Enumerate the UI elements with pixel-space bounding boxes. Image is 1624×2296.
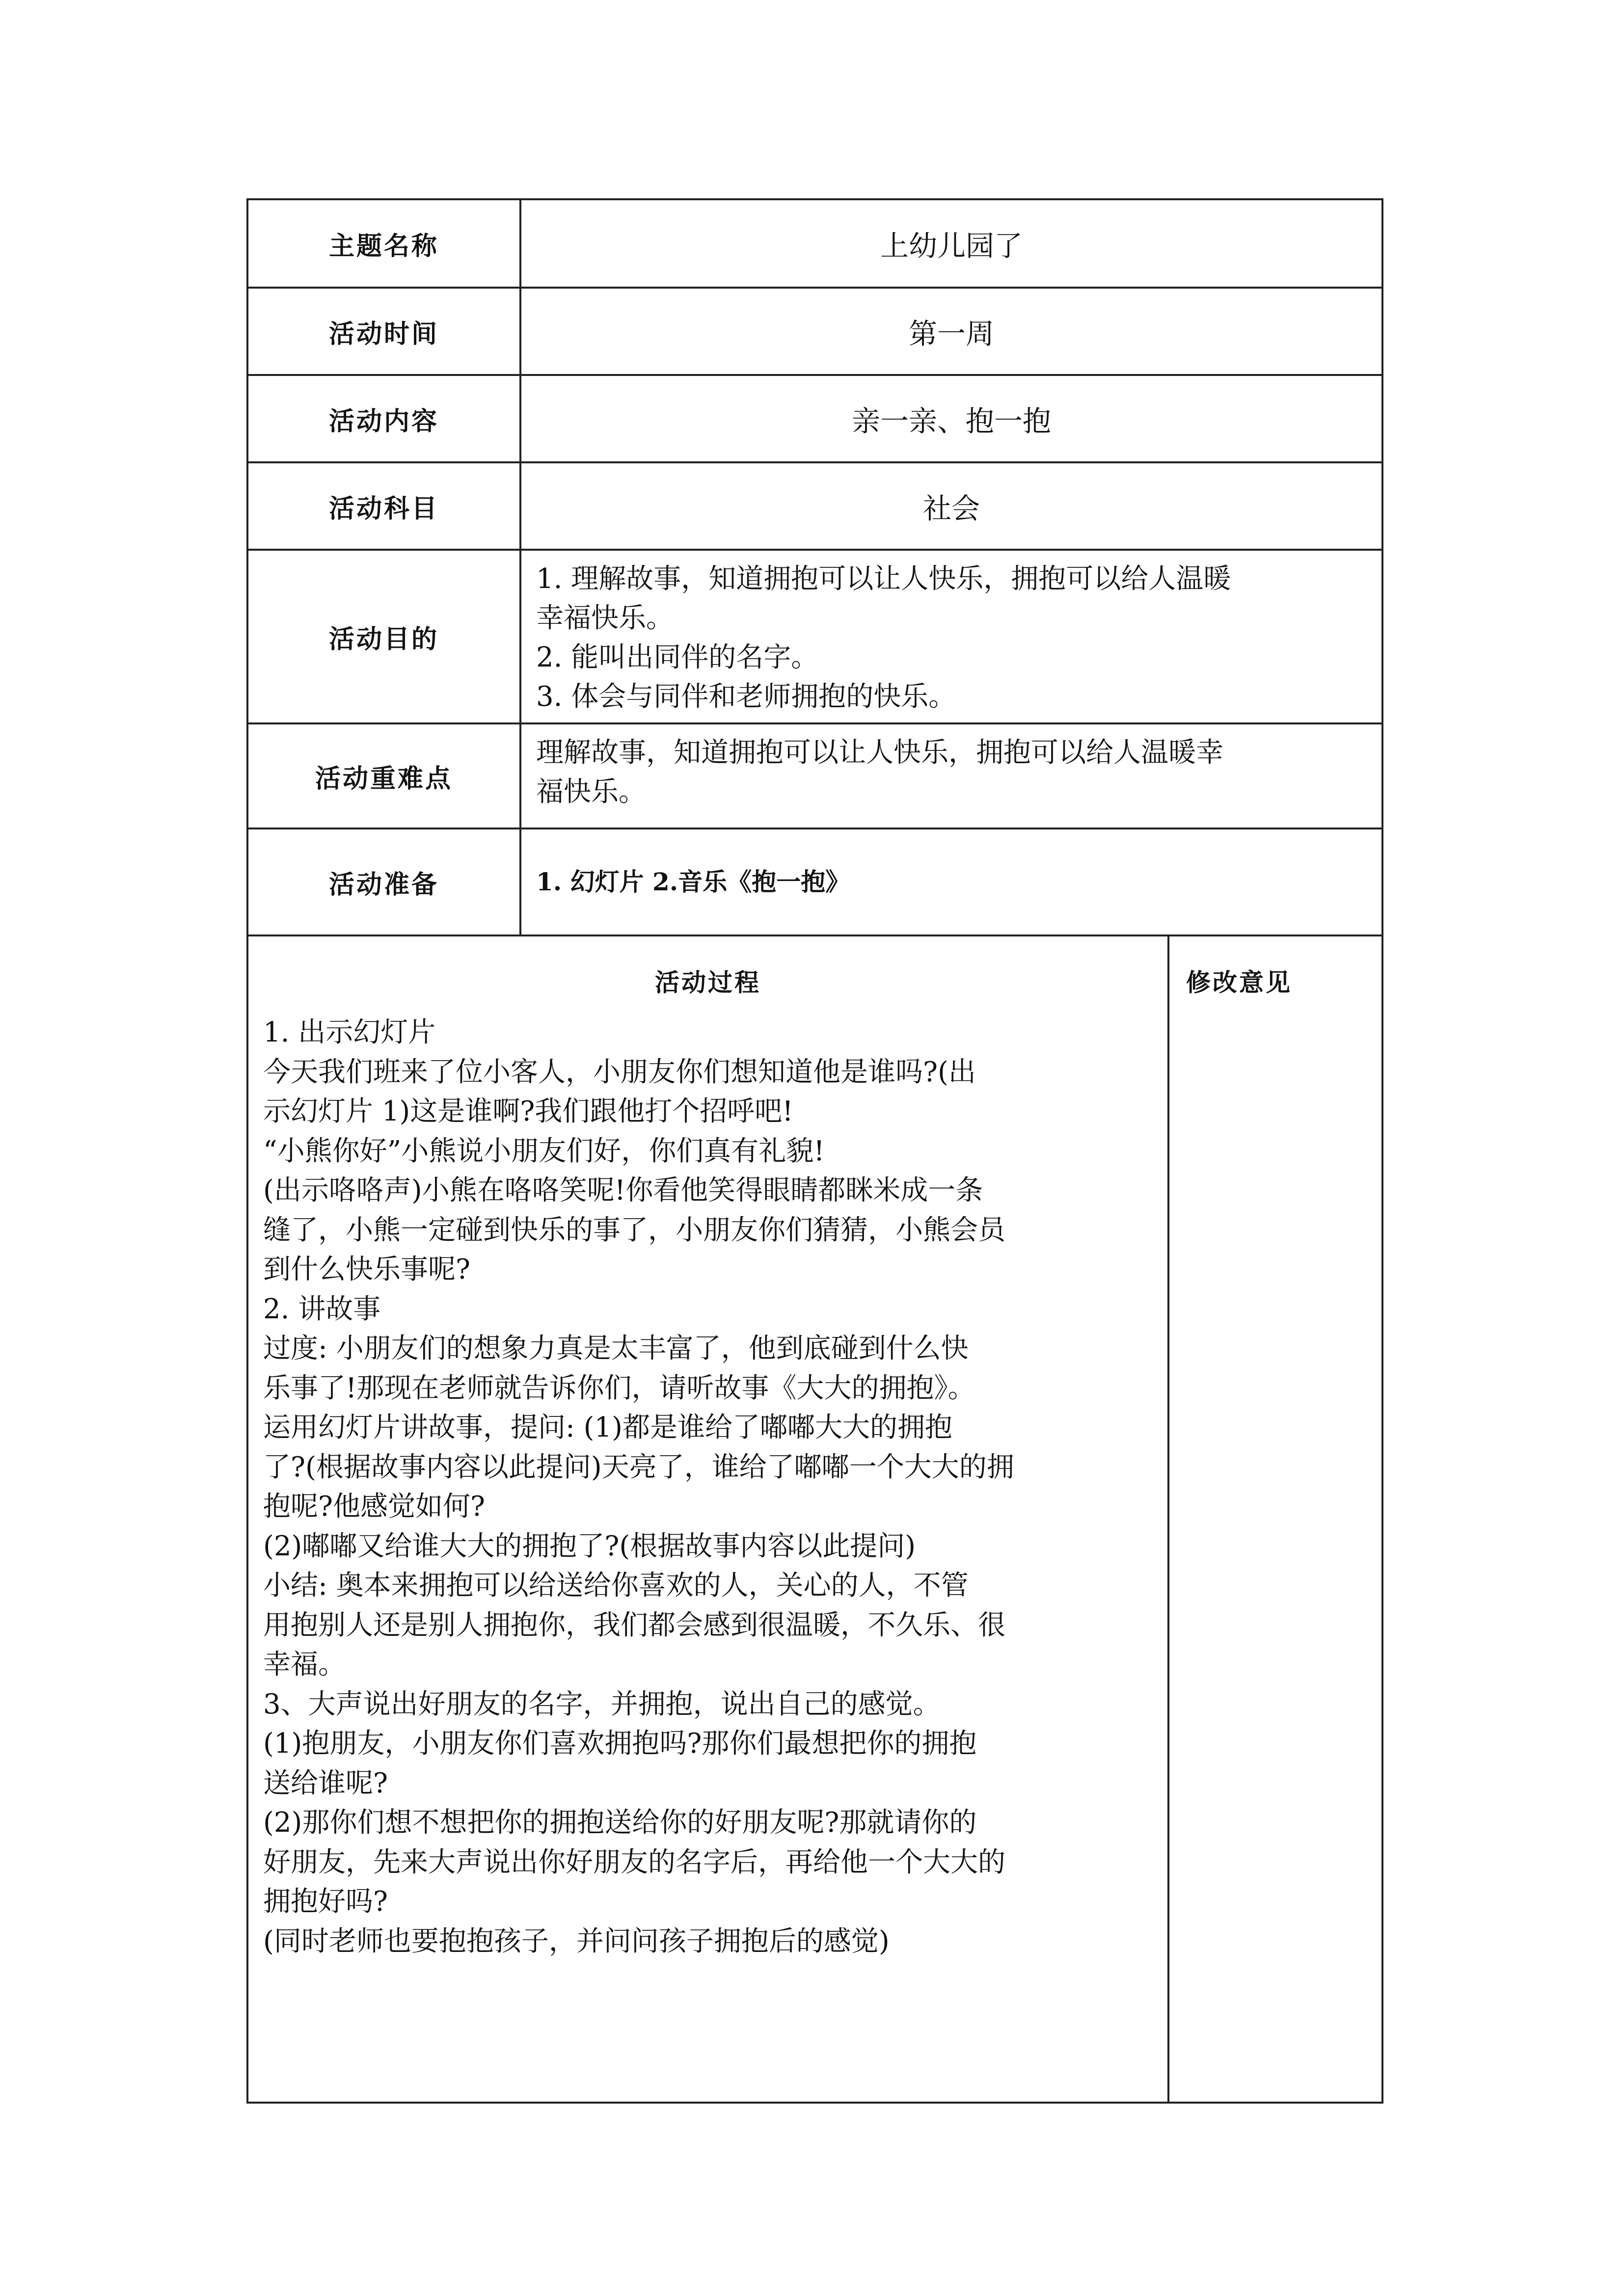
row-key-points xyxy=(248,724,1381,829)
process-line: 1. 出示幻灯片 xyxy=(263,1016,436,1048)
process-line: “小熊你好”小熊说小朋友们好，你们真有礼貌! xyxy=(263,1135,825,1167)
process-line: (1)抱朋友，小朋友你们喜欢拥抱吗?那你们最想把你的拥抱 xyxy=(263,1728,977,1760)
label-activity-time: 活动时间 xyxy=(248,289,521,374)
process-line: 过度: 小朋友们的想象力真是太丰富了，他到底碰到什么快 xyxy=(263,1333,969,1364)
value-activity-time: 第一周 xyxy=(908,317,994,350)
revision-notes-title: 修改意见 xyxy=(1186,968,1292,997)
row-activity-time xyxy=(248,289,1381,376)
preparation-text: 1. 幻灯片 2.音乐《抱一抱》 xyxy=(536,867,850,896)
process-line: 到什么快乐事呢? xyxy=(263,1254,471,1285)
process-body xyxy=(263,1013,1156,1961)
value-activity-content: 亲一亲、抱一抱 xyxy=(851,404,1051,438)
label-theme-name: 主题名称 xyxy=(248,200,521,287)
process-line: 缝了，小熊一定碰到快乐的事了，小朋友你们猜猜，小熊会员 xyxy=(263,1214,1005,1246)
row-activity-subject xyxy=(248,463,1381,551)
process-line: (同时老师也要抱抱孩子，并问问孩子拥抱后的感觉) xyxy=(263,1925,890,1957)
process-line: 运用幻灯片讲故事，提问: (1)都是谁给了嘟嘟大大的拥抱 xyxy=(263,1412,952,1443)
value-activity-subject: 社会 xyxy=(922,492,980,525)
process-line: 今天我们班来了位小客人，小朋友你们想知道他是谁吗?(出 xyxy=(263,1056,976,1088)
process-line: 好朋友，先来大声说出你好朋友的名字后，再给他一个大大的 xyxy=(263,1846,1005,1878)
process-line: 示幻灯片 1)这是谁啊?我们跟他打个招呼吧! xyxy=(263,1095,793,1127)
lesson-plan-table xyxy=(246,198,1383,2104)
process-line: (2)嘟嘟又给谁大大的拥抱了?(根据故事内容以此提问) xyxy=(263,1530,916,1562)
process-line: 送给谁呢? xyxy=(263,1767,388,1799)
revision-notes-column xyxy=(1169,936,1381,2102)
key-point-line: 理解故事，知道拥抱可以让人快乐，拥抱可以给人温暖幸 xyxy=(536,737,1223,769)
label-activity-subject: 活动科目 xyxy=(248,463,521,549)
process-column xyxy=(248,936,1169,2102)
row-activity-goals xyxy=(248,551,1381,724)
value-preparation xyxy=(521,829,1381,934)
label-activity-goals: 活动目的 xyxy=(248,551,521,722)
process-line: 抱呢?他感觉如何? xyxy=(263,1491,486,1522)
row-process xyxy=(248,936,1381,2102)
process-line: 幸福。 xyxy=(263,1649,346,1681)
value-key-points xyxy=(521,724,1381,828)
process-line: 小结: 奥本来拥抱可以给送给你喜欢的人，关心的人，不管 xyxy=(263,1570,969,1602)
goal-line: 2. 能叫出同伴的名字。 xyxy=(536,641,819,673)
process-line: 用抱别人还是别人拥抱你，我们都会感到很温暖，不久乐、很 xyxy=(263,1609,1005,1641)
label-preparation: 活动准备 xyxy=(248,829,521,934)
goal-line: 1. 理解故事，知道拥抱可以让人快乐，拥抱可以给人温暖 xyxy=(536,563,1231,595)
row-activity-content xyxy=(248,376,1381,463)
process-line: (出示咯咯声)小熊在咯咯笑呢!你看他笑得眼睛都眯米成一条 xyxy=(263,1175,983,1206)
label-activity-content: 活动内容 xyxy=(248,376,521,461)
row-preparation xyxy=(248,829,1381,936)
process-line: 了?(根据故事内容以此提问)天亮了，谁给了嘟嘟一个大大的拥 xyxy=(263,1451,1014,1483)
value-activity-goals xyxy=(521,551,1381,722)
process-title: 活动过程 xyxy=(655,968,761,997)
process-line: 乐事了!那现在老师就告诉你们，请听故事《大大的拥抱》。 xyxy=(263,1372,975,1404)
row-theme-name xyxy=(248,200,1381,289)
key-point-line: 福快乐。 xyxy=(536,776,646,808)
label-key-points: 活动重难点 xyxy=(248,724,521,828)
process-line: 2. 讲故事 xyxy=(263,1293,381,1325)
process-line: (2)那你们想不想把你的拥抱送给你的好朋友呢?那就请你的 xyxy=(263,1807,977,1839)
process-line: 3、大声说出好朋友的名字，并拥抱，说出自己的感觉。 xyxy=(263,1688,941,1720)
value-theme-name: 上幼儿园了 xyxy=(880,229,1023,263)
process-line: 拥抱好吗? xyxy=(263,1886,388,1918)
goal-line: 3. 体会与同伴和老师拥抱的快乐。 xyxy=(536,681,956,713)
goal-line: 幸福快乐。 xyxy=(536,602,674,634)
